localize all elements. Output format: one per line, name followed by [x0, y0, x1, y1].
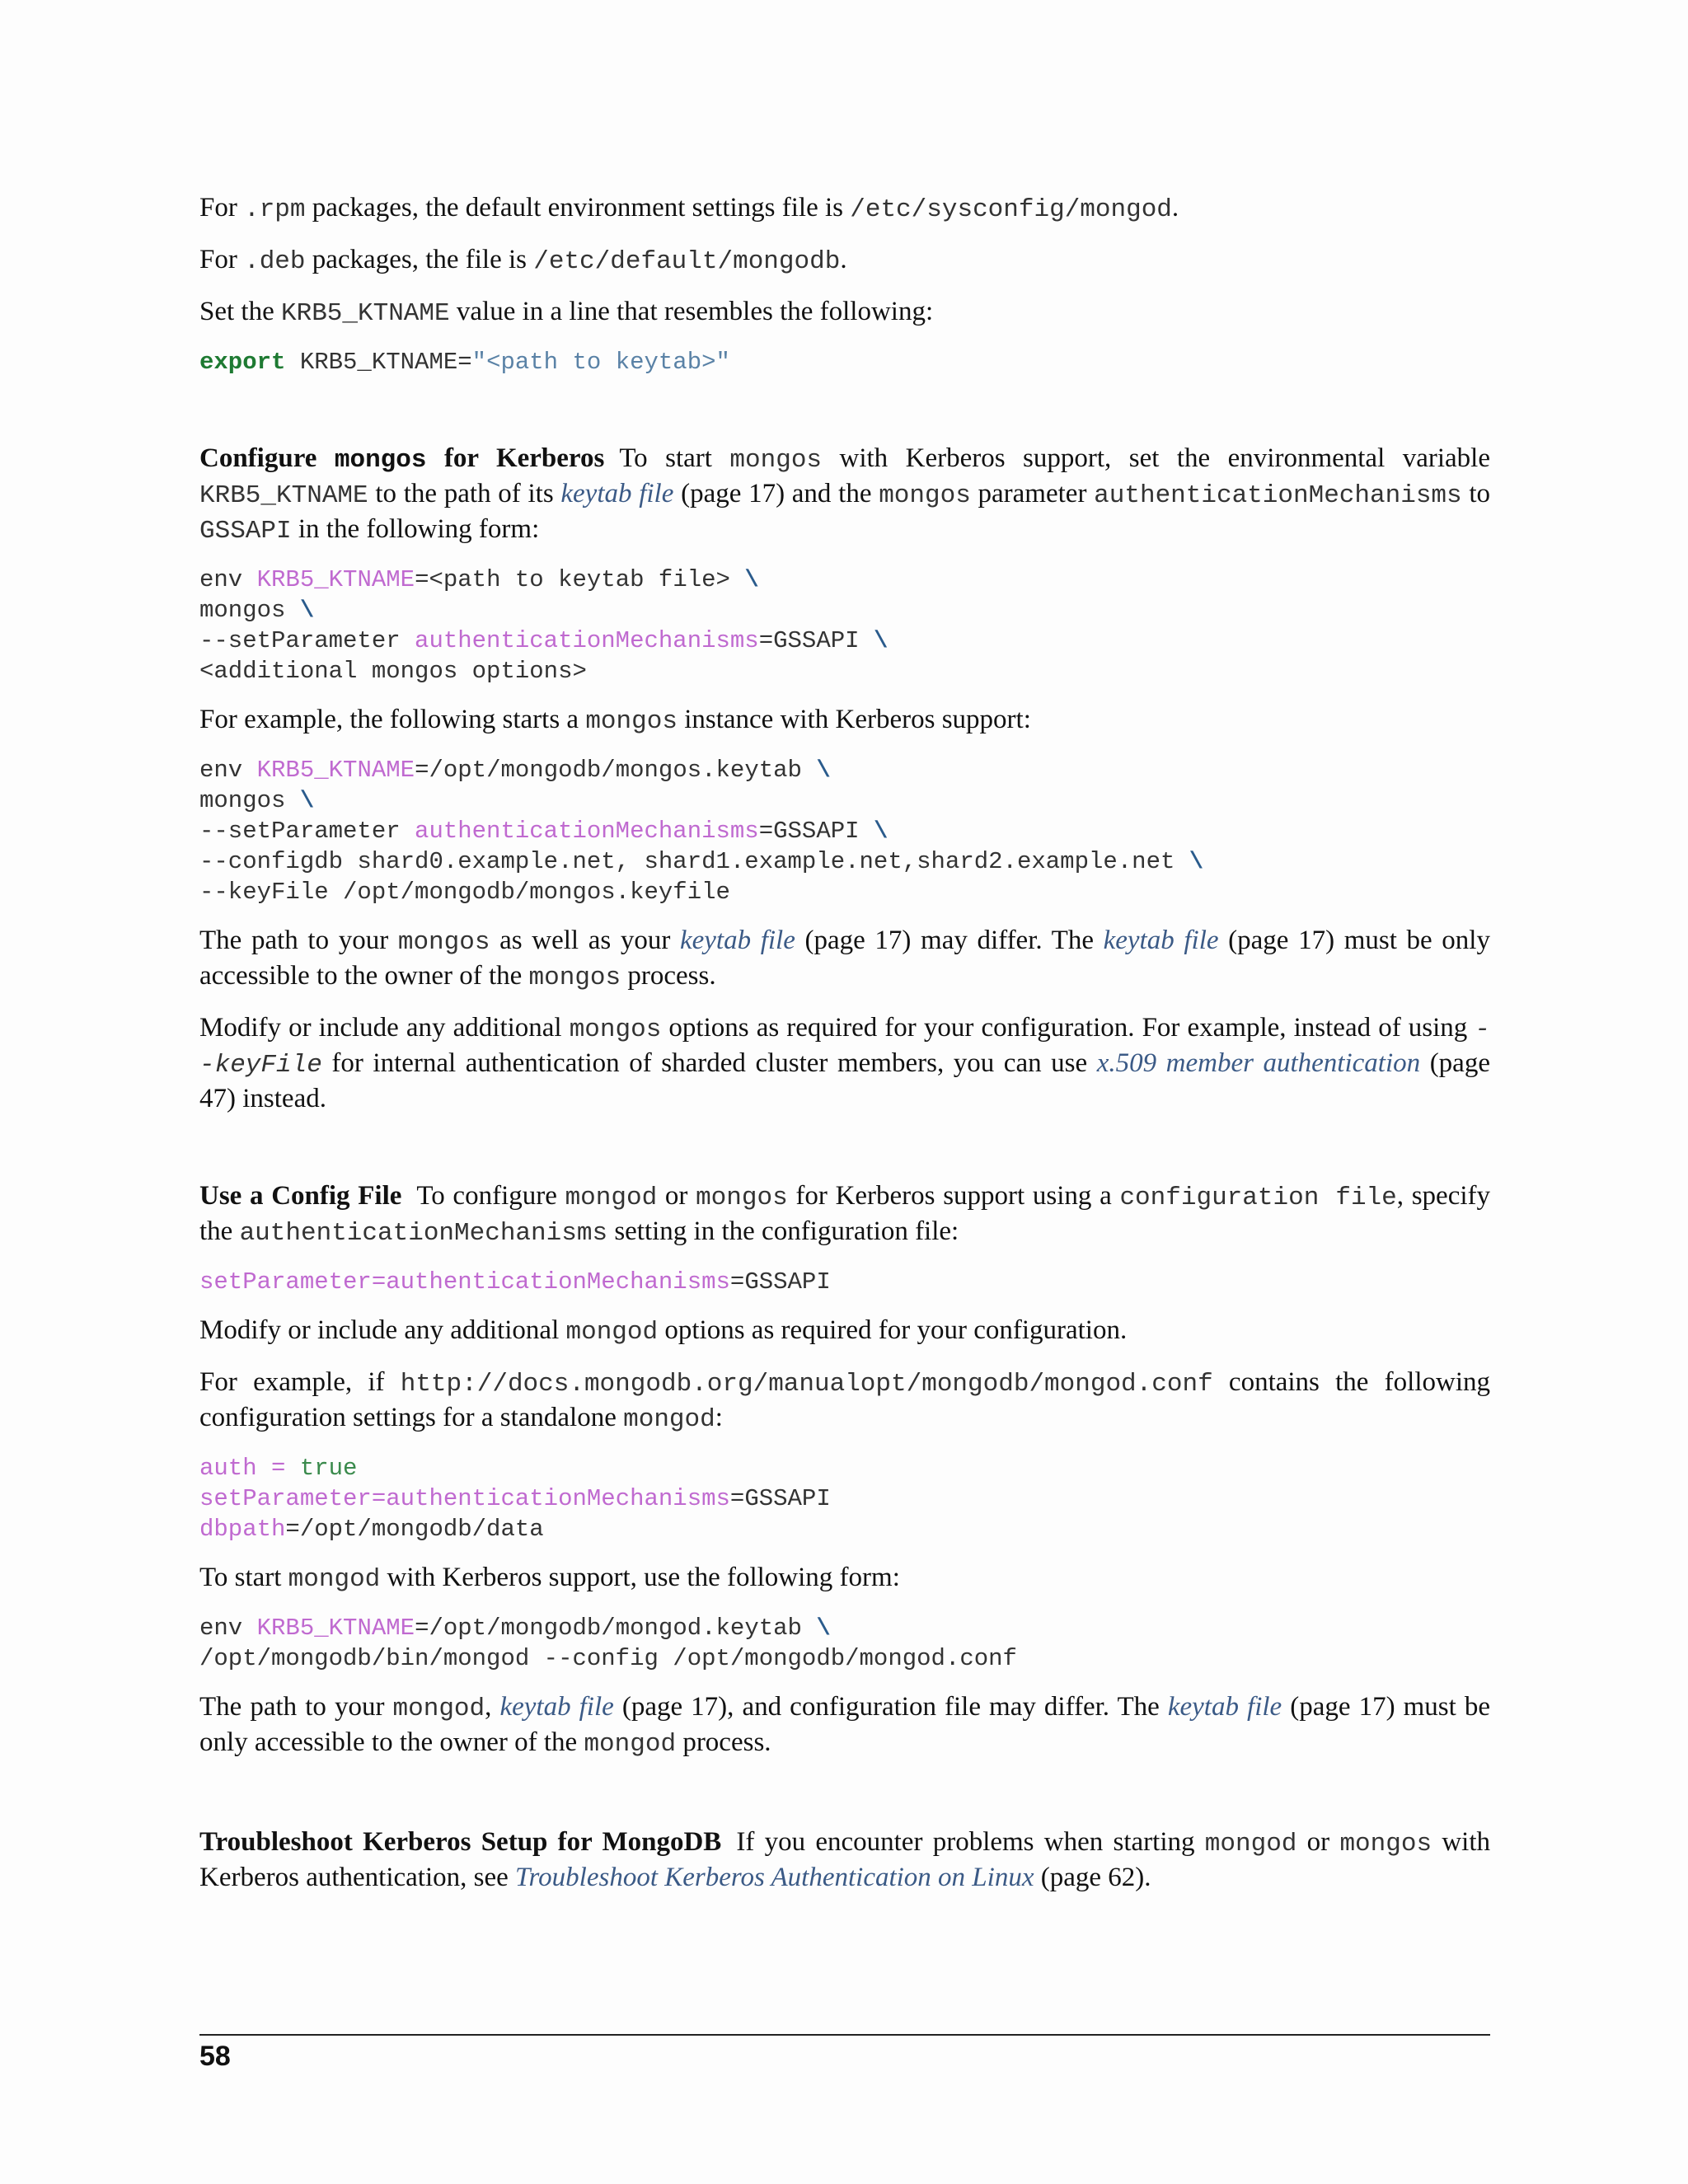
code-text: KRB5_KTNAME — [285, 349, 458, 376]
heading-code: mongos — [334, 446, 427, 475]
x509-member-authentication-link[interactable]: x.509 member authentication — [1096, 1048, 1421, 1078]
text: . — [840, 245, 847, 274]
text: . — [1171, 193, 1179, 223]
paragraph-path-mongod: The path to your mongod, keytab file (page 17), and configuration file may differ. The keytab file (page 17) must be only accessible to the owner of the mongod process. — [199, 1692, 1491, 1759]
paragraph-deb-settings — [199, 243, 1490, 279]
code-block-setparameter: setParameter=authenticationMechanisms=GSSAPI — [199, 1268, 831, 1296]
text: in the following form: — [291, 514, 540, 544]
text: with Kerberos support, set the environmental variable — [822, 443, 1490, 473]
paragraph-start-mongod: To start mongod with Kerberos support, use the following form: — [199, 1563, 900, 1594]
heading-text: for Kerberos — [426, 443, 605, 473]
text: instance with Kerberos support: — [677, 705, 1031, 734]
inline-code: mongos — [729, 446, 823, 475]
inline-code: mongos — [585, 707, 678, 736]
code-keyword: export — [199, 349, 286, 376]
text: packages, the file is — [305, 245, 534, 274]
troubleshoot-kerberos-link[interactable]: Troubleshoot Kerberos Authentication on Linux — [515, 1863, 1034, 1892]
section-heading: Use a Config File — [199, 1181, 402, 1211]
paragraph-config-example: For example, if http://docs.mongodb.org/manualopt/mongodb/mongod.conf contains the following configuration settings for a standalone mongod: — [199, 1367, 1490, 1434]
paragraph-path-mongos: The path to your mongos as well as your keytab file (page 17) may differ. The keytab file (page 17) must be only accessible to the owner of the mongos process. — [199, 926, 1490, 992]
heading-text: Configure — [199, 443, 335, 473]
text: For — [199, 193, 245, 223]
paragraph-modify-mongos: Modify or include any additional mongos options as required for your configuration. For example, instead of using --keyFile for internal authentication of sharded cluster members, you can use x.509 member authentication (page 47) instead. — [199, 1013, 1490, 1113]
text: to the path of its — [368, 479, 561, 509]
text: parameter — [970, 479, 1095, 509]
section-heading — [199, 443, 604, 473]
text: For example, the following starts a — [199, 705, 586, 734]
text: to — [1461, 479, 1491, 509]
inline-code: /etc/sysconfig/mongod — [850, 195, 1172, 224]
keytab-file-link[interactable]: keytab file — [499, 1692, 614, 1722]
section-configure-mongos — [199, 442, 1490, 548]
inline-code: authenticationMechanisms — [1094, 481, 1462, 510]
code-block-config-settings: auth = true setParameter=authenticationMechanisms=GSSAPI dbpath=/opt/mongodb/data — [199, 1455, 831, 1543]
text: For — [199, 245, 245, 274]
text: packages, the default environment settings file is — [305, 193, 851, 223]
text: (page 17) and the — [673, 479, 879, 509]
inline-code: mongos — [879, 481, 971, 510]
inline-code: KRB5_KTNAME — [280, 299, 450, 328]
code-string: "<path to keytab>" — [471, 349, 730, 376]
code-block-export — [199, 347, 1490, 377]
paragraph-example-mongos — [199, 703, 1490, 738]
code-block-mongos-form: env KRB5_KTNAME=<path to keytab file> \ mongos \ --setParameter authenticationMechanisms=GSSAPI \ <additional mongos options> — [199, 566, 889, 685]
text: To start — [619, 443, 730, 473]
inline-code: /etc/default/mongodb — [533, 247, 841, 276]
inline-code: .rpm — [244, 195, 306, 224]
section-troubleshoot: Troubleshoot Kerberos Setup for MongoDB If you encounter problems when starting mongod or mongos with Kerberos authentication, see Troubleshoot Kerberos Authentication on Linux (page 62). — [199, 1827, 1490, 1892]
footer-divider — [199, 2034, 1490, 2036]
code-block-mongod-start: env KRB5_KTNAME=/opt/mongodb/mongod.keytab \ /opt/mongodb/bin/mongod --config /opt/mongodb/mongod.conf — [199, 1615, 1017, 1672]
keytab-file-link[interactable]: keytab file — [1103, 926, 1219, 955]
page-content — [199, 191, 1490, 1894]
section-use-config-file: Use a Config File To configure mongod or mongos for Kerberos support using a configuration file, specify the authenticationMechanisms setting in the configuration file: — [199, 1181, 1491, 1248]
inline-code: GSSAPI — [199, 517, 292, 546]
keytab-file-link[interactable]: keytab file — [560, 479, 674, 509]
keytab-file-link[interactable]: keytab file — [1167, 1692, 1282, 1722]
code-text: = — [457, 349, 472, 376]
paragraph-set-ktname — [199, 295, 1490, 330]
text: value in a line that resembles the following: — [449, 297, 934, 326]
keytab-file-link[interactable]: keytab file — [679, 926, 795, 955]
code-block-mongos-example: env KRB5_KTNAME=/opt/mongodb/mongos.keytab \ mongos \ --setParameter authenticationMechanisms=GSSAPI \ --configdb shard0.example.net, shard1.example.net,shard2.example.net \ --keyFile /opt/mongodb/mongos.keyfile — [199, 757, 1204, 906]
paragraph-modify-mongod: Modify or include any additional mongod options as required for your configuration. — [199, 1315, 1128, 1347]
inline-code: KRB5_KTNAME — [199, 481, 368, 510]
text: Set the — [199, 297, 281, 326]
page-number: 58 — [199, 2041, 231, 2072]
paragraph-rpm-settings — [199, 191, 1490, 227]
section-heading: Troubleshoot Kerberos Setup for MongoDB — [199, 1827, 722, 1857]
inline-code: .deb — [244, 247, 306, 276]
